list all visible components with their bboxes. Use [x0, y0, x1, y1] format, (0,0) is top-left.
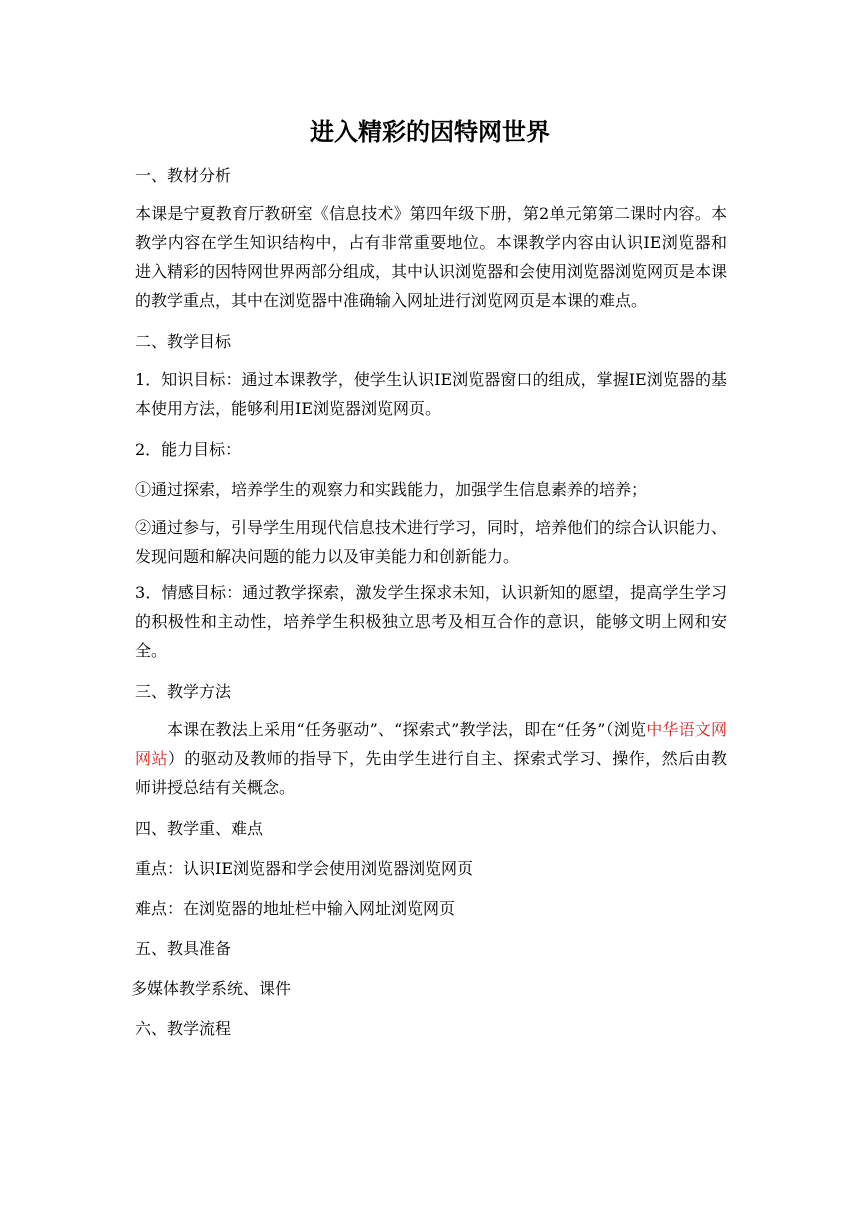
teaching-aids-content: 多媒体教学系统、课件 — [131, 979, 292, 998]
section-heading-teaching-aids: 五、教具准备 — [135, 939, 232, 958]
teaching-method-paragraph — [135, 715, 727, 802]
ability-goal-item-2: ②通过参与，引导学生用现代信息技术进行学习，同时，培养他们的综合认识能力、发现问题和解决问题的能力以及审美能力和创新能力。 — [135, 518, 728, 566]
document-body — [131, 156, 728, 1049]
section-heading-textbook-analysis: 一、教材分析 — [135, 166, 232, 185]
knowledge-goal-paragraph: 1．知识目标：通过本课教学，使学生认识IE浏览器窗口的组成，掌握IE浏览器的基本使用方法，能够利用IE浏览器浏览网页。 — [135, 370, 727, 418]
document-title: 进入精彩的因特网世界 — [310, 118, 550, 146]
ability-goal-label: 2．能力目标： — [135, 440, 242, 459]
teaching-method-text-start: 本课在教法上采用“任务驱动”、“探索式”教学法，即在“任务”（浏览 — [167, 720, 647, 739]
ability-goal-item-1: ①通过探索，培养学生的观察力和实践能力，加强学生信息素养的培养； — [135, 480, 648, 499]
section-heading-teaching-goals: 二、教学目标 — [135, 332, 232, 351]
emotion-goal-paragraph: 3．情感目标：通过教学探索，激发学生探求未知，认识新知的愿望，提高学生学习的积极性和主动性，培养学生积极独立思考及相互合作的意识，能够文明上网和安全。 — [135, 583, 727, 660]
textbook-analysis-paragraph: 本课是宁夏教育厅教研室《信息技术》第四年级下册，第2单元第第二课时内容。本教学内容在学生知识结构中，占有非常重要地位。本课教学内容由认识IE浏览器和进入精彩的因特网世界两部分组成，其中认识浏览器和会使用浏览器浏览网页是本课的教学重点，其中在浏览器中准确输入网址进行浏览网页是本课的难点。 — [135, 204, 728, 310]
difficulty-line: 难点：在浏览器的地址栏中输入网址浏览网页 — [135, 899, 456, 918]
section-heading-key-points: 四、教学重、难点 — [135, 819, 264, 838]
chinese-language-website-link[interactable]: 中华语文网网站 — [135, 720, 727, 768]
section-heading-teaching-process: 六、教学流程 — [135, 1019, 232, 1038]
key-point-line: 重点：认识IE浏览器和学会使用浏览器浏览网页 — [135, 859, 474, 878]
teaching-method-text-end: ）的驱动及教师的指导下，先由学生进行自主、探索式学习、操作，然后由教师讲授总结有关概念。 — [135, 749, 727, 797]
section-heading-teaching-method: 三、教学方法 — [135, 682, 232, 701]
